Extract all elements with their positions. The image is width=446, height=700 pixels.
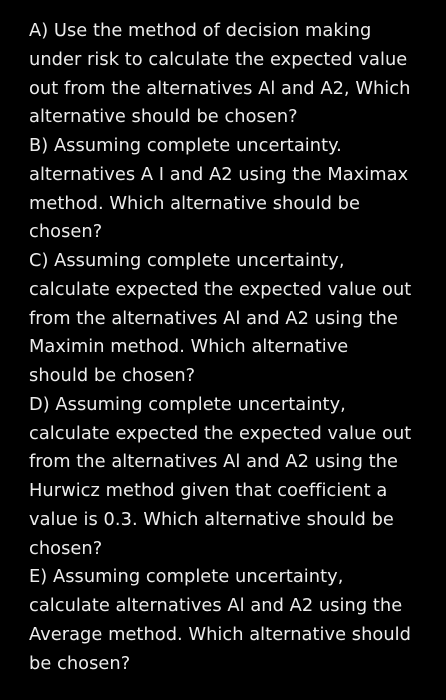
text-line-12: Maximin method. Which alternative (29, 336, 349, 358)
question-text (29, 17, 424, 678)
text-line-17: Hurwicz method given that coefficient a (29, 480, 388, 501)
text-line-21: calculate alternatives Al and A2 using the (29, 595, 403, 616)
text-line-20: E) Assuming complete uncertainty, (29, 566, 344, 588)
text-line-13: should be chosen? (29, 365, 196, 386)
text-line-11: from the alternatives Al and A2 using the (29, 307, 398, 329)
text-line-22: Average method. Which alternative should (29, 623, 411, 645)
text-line-5: B) Assuming complete uncertainty. (29, 135, 342, 156)
text-line-3: out from the alternatives Al and A2, Which (29, 77, 411, 99)
text-line-4: alternative should be chosen? (29, 106, 298, 128)
text-line-15: calculate expected the expected value out (29, 422, 412, 444)
text-line-1: A) Use the method of decision making (29, 20, 372, 41)
text-line-23: be chosen? (29, 652, 131, 674)
text-line-9: C) Assuming complete uncertainty, (29, 250, 345, 271)
text-line-10: calculate expected the expected value out (29, 278, 412, 300)
text-line-14: D) Assuming complete uncertainty, (29, 393, 346, 415)
text-line-6: alternatives A I and A2 using the Maximax (29, 163, 409, 185)
text-line-18: value is 0.3. Which alternative should be (29, 508, 394, 530)
text-line-2: under risk to calculate the expected value (29, 48, 408, 70)
text-line-8: chosen? (29, 221, 103, 243)
text-line-19: chosen? (29, 537, 103, 559)
text-line-7: method. Which alternative should be (29, 192, 360, 214)
text-line-16: from the alternatives Al and A2 using the (29, 451, 398, 473)
